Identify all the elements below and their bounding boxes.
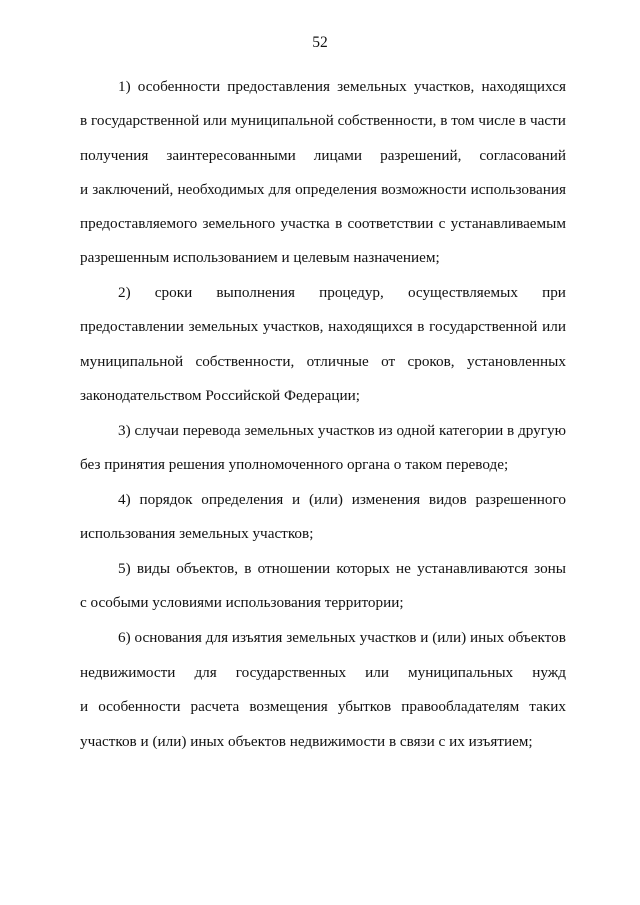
text-line: 4) порядок определения и (или) изменения видов разрешенного <box>118 491 566 508</box>
page-number: 52 <box>312 34 328 51</box>
text-line: с особыми условиями использования территории; <box>80 594 404 611</box>
text-line: недвижимости для государственных или муниципальных нужд <box>80 664 566 681</box>
text-line: 5) виды объектов, в отношении которых не устанавливаются зоны <box>118 560 566 577</box>
text-line: без принятия решения уполномоченного органа о таком переводе; <box>80 456 509 473</box>
text-line: получения заинтересованными лицами разрешений, согласований <box>80 147 566 164</box>
text-line: участков и (или) иных объектов недвижимости в связи с их изъятием; <box>80 733 533 750</box>
text-line: муниципальной собственности, отличные от сроков, установленных <box>80 353 566 370</box>
text-line: 6) основания для изъятия земельных участков и (или) иных объектов <box>118 629 566 646</box>
text-line: 3) случаи перевода земельных участков из одной категории в другую <box>118 422 566 439</box>
text-line: использования земельных участков; <box>80 525 314 542</box>
text-line: и заключений, необходимых для определения возможности использования <box>80 181 566 198</box>
text-line: 1) особенности предоставления земельных участков, находящихся <box>118 78 566 95</box>
text-line: законодательством Российской Федерации; <box>80 387 360 404</box>
text-line: предоставлении земельных участков, находящихся в государственной или <box>80 318 566 335</box>
text-line: и особенности расчета возмещения убытков правообладателям таких <box>80 698 566 715</box>
text-line: предоставляемого земельного участка в соответствии с устанавливаемым <box>80 215 566 232</box>
text-line: разрешенным использованием и целевым назначением; <box>80 249 440 266</box>
text-line: 2) сроки выполнения процедур, осуществляемых при <box>118 284 566 301</box>
text-line: в государственной или муниципальной собственности, в том числе в части <box>80 112 566 129</box>
